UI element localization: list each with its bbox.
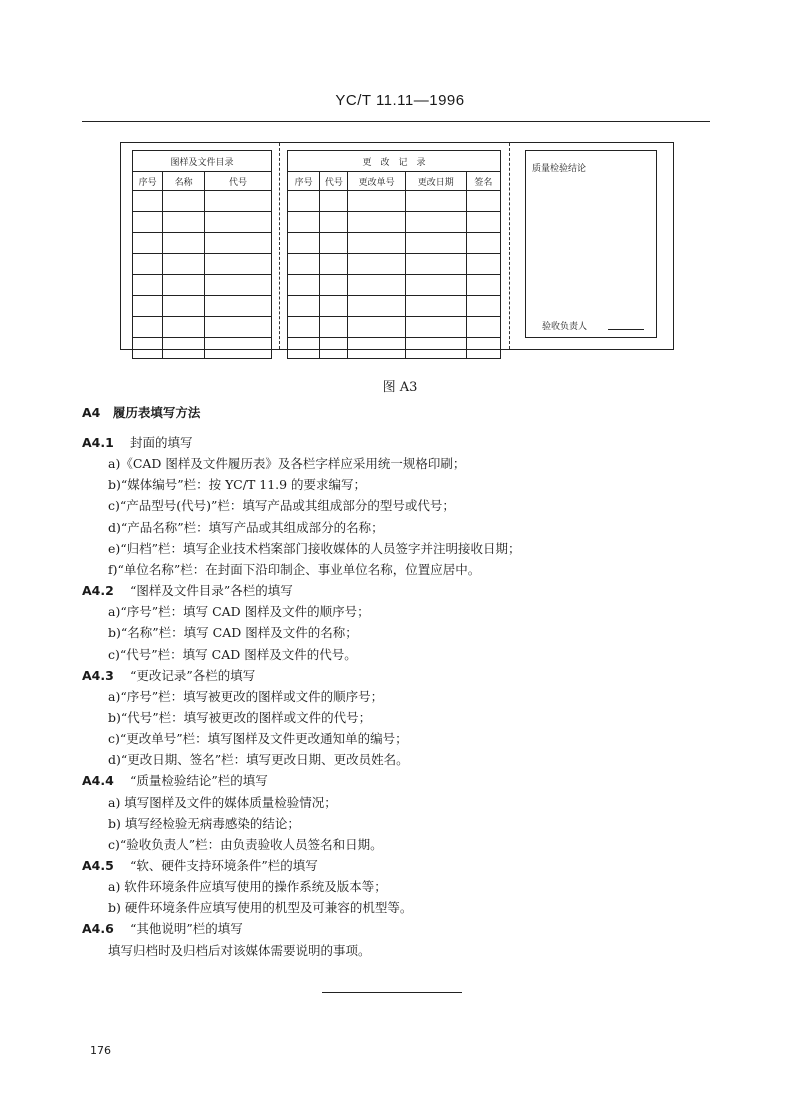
col-header: 代号 — [320, 172, 348, 191]
table-cell — [405, 296, 466, 317]
table-cell — [288, 212, 320, 233]
col-header: 签名 — [466, 172, 500, 191]
table-cell — [348, 212, 405, 233]
table-cell — [405, 212, 466, 233]
subsection-heading — [82, 433, 193, 452]
list-item: c)“验收负责人”栏：由负责验收人员签名和日期。 — [108, 836, 383, 852]
table-cell — [405, 317, 466, 338]
table-cell — [466, 233, 500, 254]
page-header-code: YC/T 11.11—1996 — [335, 92, 465, 109]
list-item: a) 填写图样及文件的媒体质量检验情况； — [108, 794, 337, 810]
col-header: 更改单号 — [348, 172, 405, 191]
table-row — [133, 296, 272, 317]
table-cell — [466, 212, 500, 233]
table-cell — [205, 275, 272, 296]
table-cell — [288, 275, 320, 296]
table-cell — [288, 254, 320, 275]
col-header: 序号 — [288, 172, 320, 191]
list-item: e)“归档”栏：填写企业技术档案部门接收媒体的人员签字并注明接收日期； — [108, 540, 521, 556]
fold-line — [279, 143, 280, 349]
table-row — [133, 233, 272, 254]
table-cell — [348, 317, 405, 338]
list-item: f)“单位名称”栏：在封面下沿印制企、事业单位名称，位置应居中。 — [108, 561, 481, 577]
list-item: c)“产品型号(代号)”栏：填写产品或其组成部分的型号或代号； — [108, 498, 455, 514]
quality-conclusion-box — [525, 150, 657, 338]
table-cell — [466, 191, 500, 212]
table-cell — [348, 338, 405, 359]
list-item: b) 硬件环境条件应填写使用的机型及可兼容的机型等。 — [108, 900, 413, 916]
figure-a3 — [120, 142, 674, 350]
col-header: 序号 — [133, 172, 163, 191]
table-cell — [133, 254, 163, 275]
fold-line — [509, 143, 510, 349]
table-row — [133, 212, 272, 233]
list-item: b)“名称”栏：填写 CAD 图样及文件的名称； — [108, 625, 358, 641]
quality-title: 质量检验结论 — [532, 164, 587, 174]
subsection-number: A4.6 — [82, 921, 114, 937]
table-cell — [320, 191, 348, 212]
subsection-heading — [82, 856, 318, 875]
end-rule — [322, 992, 462, 993]
table-cell — [288, 233, 320, 254]
change-record-title: 更 改 记 录 — [288, 151, 501, 172]
table-row — [133, 338, 272, 359]
table-cell — [133, 275, 163, 296]
subsection-title: “更改记录”各栏的填写 — [130, 667, 256, 683]
page-number: 176 — [90, 1044, 111, 1057]
table-cell — [133, 317, 163, 338]
table-cell — [320, 296, 348, 317]
table-row — [133, 317, 272, 338]
table-cell — [348, 233, 405, 254]
table-cell — [205, 296, 272, 317]
table-cell — [348, 191, 405, 212]
list-item: c)“更改单号”栏：填写图样及文件更改通知单的编号； — [108, 731, 408, 747]
table-cell — [405, 254, 466, 275]
change-record-table — [287, 150, 501, 359]
table-cell — [348, 275, 405, 296]
figure-caption: 图 A3 — [382, 380, 418, 395]
table-row — [133, 275, 272, 296]
subsection-title: 封面的填写 — [130, 435, 193, 450]
list-item: a)“序号”栏：填写 CAD 图样及文件的顺序号； — [108, 604, 370, 620]
table-cell — [405, 191, 466, 212]
list-item: b) 填写经检验无病毒感染的结论； — [108, 815, 300, 831]
table-cell — [288, 338, 320, 359]
table-cell — [163, 338, 205, 359]
table-cell — [163, 191, 205, 212]
subsection-heading — [82, 771, 268, 790]
table-cell — [466, 317, 500, 338]
table-row — [288, 191, 501, 212]
list-item: d)“产品名称”栏：填写产品或其组成部分的名称； — [108, 519, 384, 535]
table-row — [288, 212, 501, 233]
subsection-number: A4.4 — [82, 773, 114, 789]
drawings-list-table — [132, 150, 272, 359]
subsection-number: A4.5 — [82, 858, 114, 873]
signature-line — [608, 329, 644, 330]
table-cell — [133, 338, 163, 359]
col-header: 代号 — [205, 172, 272, 191]
table-cell — [205, 212, 272, 233]
list-item: a)“序号”栏：填写被更改的图样或文件的顺序号； — [108, 688, 384, 704]
list-item: b)“代号”栏：填写被更改的图样或文件的代号； — [108, 709, 372, 725]
table-cell — [288, 296, 320, 317]
table-cell — [205, 233, 272, 254]
list-item: b)“媒体编号”栏：按 YC/T 11.9 的要求编写； — [108, 477, 367, 493]
subsection-title: “软、硬件支持环境条件”栏的填写 — [130, 858, 318, 873]
table-cell — [405, 338, 466, 359]
table-row — [133, 191, 272, 212]
table-cell — [163, 317, 205, 338]
table-row — [288, 296, 501, 317]
table-cell — [133, 296, 163, 317]
subsection-number: A4.2 — [82, 583, 114, 599]
subsection-title: “其他说明”栏的填写 — [130, 921, 243, 937]
table-cell — [466, 296, 500, 317]
subsection-heading — [82, 919, 243, 938]
subsection-title: “质量检验结论”栏的填写 — [130, 773, 268, 789]
list-item: a)《CAD 图样及文件履历表》及各栏字样应采用统一规格印刷； — [108, 456, 466, 472]
table-cell — [320, 254, 348, 275]
table-cell — [320, 275, 348, 296]
table-cell — [466, 338, 500, 359]
drawings-list-title: 图样及文件目录 — [133, 151, 272, 172]
table-cell — [163, 233, 205, 254]
table-cell — [163, 212, 205, 233]
table-cell — [288, 191, 320, 212]
subsection-heading — [82, 666, 255, 685]
table-cell — [205, 317, 272, 338]
table-cell — [320, 317, 348, 338]
table-cell — [205, 191, 272, 212]
table-row — [288, 317, 501, 338]
table-row — [288, 338, 501, 359]
table-cell — [348, 254, 405, 275]
table-cell — [466, 254, 500, 275]
table-cell — [133, 233, 163, 254]
subsection-number: A4.3 — [82, 667, 114, 683]
list-item: d)“更改日期、签名”栏：填写更改日期、更改员姓名。 — [108, 752, 409, 768]
table-cell — [405, 233, 466, 254]
table-cell — [163, 254, 205, 275]
table-cell — [320, 338, 348, 359]
table-cell — [466, 275, 500, 296]
table-row — [288, 254, 501, 275]
subsection-number: A4.1 — [82, 435, 114, 450]
table-cell — [163, 296, 205, 317]
table-cell — [205, 338, 272, 359]
table-cell — [348, 296, 405, 317]
subsection-title: “图样及文件目录”各栏的填写 — [130, 583, 293, 599]
table-cell — [133, 191, 163, 212]
table-cell — [288, 317, 320, 338]
quality-signer-label: 验收负责人 — [542, 322, 588, 332]
section-title: A4 履历表填写方法 — [82, 405, 201, 420]
header-rule — [82, 121, 710, 122]
table-cell — [163, 275, 205, 296]
list-item: c)“代号”栏：填写 CAD 图样及文件的代号。 — [108, 646, 357, 662]
table-cell — [320, 212, 348, 233]
table-row — [133, 254, 272, 275]
table-row — [288, 275, 501, 296]
subsection-heading — [82, 581, 293, 600]
table-cell — [320, 233, 348, 254]
list-item: 填写归档时及归档后对该媒体需要说明的事项。 — [108, 942, 371, 958]
list-item: a) 软件环境条件应填写使用的操作系统及版本等； — [108, 879, 387, 895]
col-header: 名称 — [163, 172, 205, 191]
table-cell — [133, 212, 163, 233]
col-header: 更改日期 — [405, 172, 466, 191]
table-cell — [205, 254, 272, 275]
table-row — [288, 233, 501, 254]
table-cell — [405, 275, 466, 296]
